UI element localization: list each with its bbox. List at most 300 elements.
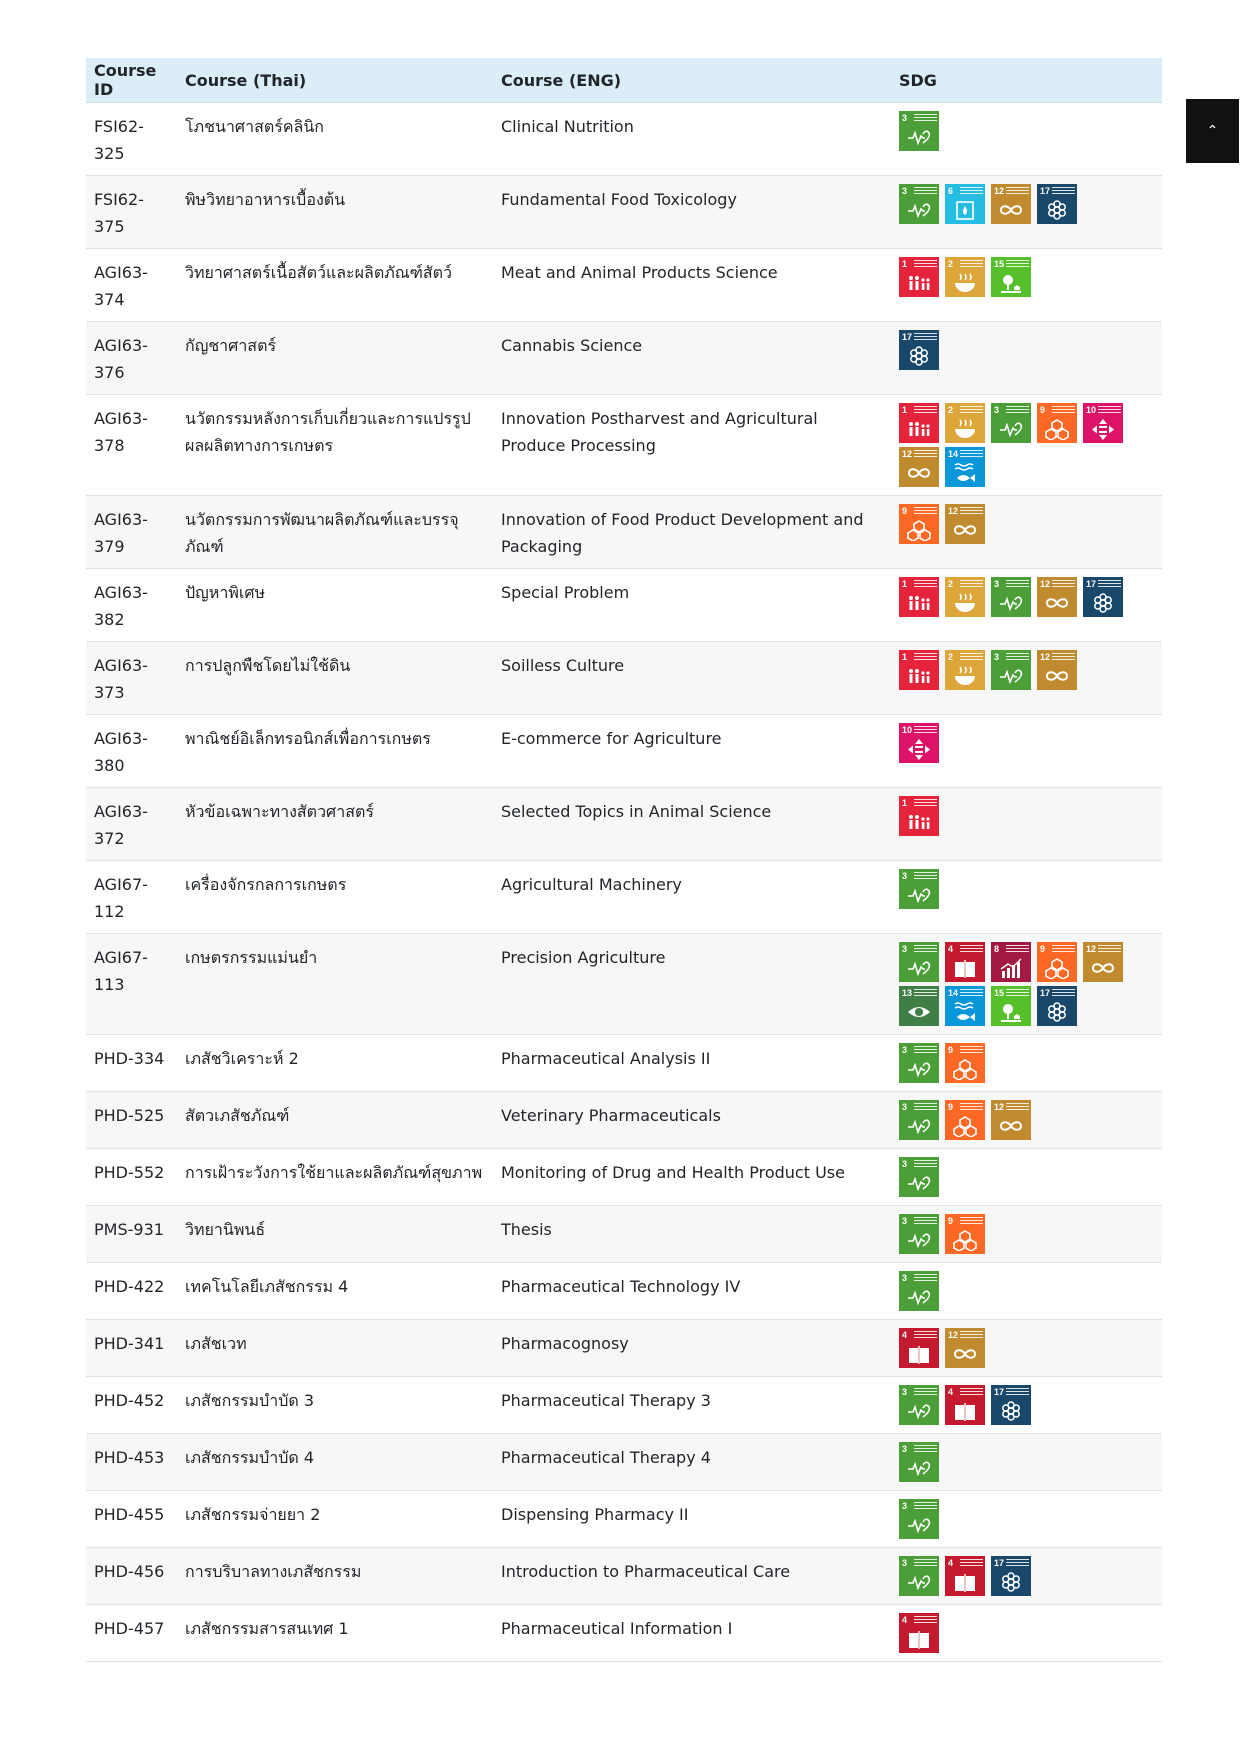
flower-icon bbox=[1045, 1001, 1069, 1023]
sdg-number: 1 bbox=[902, 579, 908, 589]
scroll-to-top-button[interactable] bbox=[1186, 99, 1239, 163]
sdg-3-icon[interactable] bbox=[899, 1157, 939, 1197]
growth-chart-icon bbox=[999, 957, 1023, 979]
course-id-cell: PHD-452 bbox=[86, 1377, 177, 1434]
sdg-number: 3 bbox=[902, 1273, 908, 1283]
infinity-icon bbox=[953, 519, 977, 541]
sdg-icon-list bbox=[899, 1043, 1131, 1087]
sdg-goal-label bbox=[960, 1331, 983, 1339]
header-course-thai: Course (Thai) bbox=[177, 58, 493, 103]
sdg-goal-label bbox=[914, 799, 937, 807]
course-eng-cell: Clinical Nutrition bbox=[493, 103, 891, 176]
sdg-number: 9 bbox=[902, 506, 908, 516]
sdg-goal-label bbox=[960, 260, 983, 268]
sdg-2-icon[interactable] bbox=[945, 403, 985, 443]
course-thai-cell: เภสัชกรรมบำบัด 3 bbox=[177, 1377, 493, 1434]
sdg-4-icon[interactable] bbox=[945, 1385, 985, 1425]
sdg-number: 13 bbox=[902, 988, 913, 998]
sdg-goal-label bbox=[914, 187, 937, 195]
sdg-goal-label bbox=[960, 1559, 983, 1567]
sdg-13-icon[interactable] bbox=[899, 986, 939, 1026]
table-row bbox=[86, 176, 1162, 249]
sdg-1-icon[interactable] bbox=[899, 577, 939, 617]
water-icon bbox=[953, 199, 977, 221]
sdg-3-icon[interactable] bbox=[991, 650, 1031, 690]
sdg-goal-label bbox=[960, 507, 983, 515]
course-eng-cell: Special Problem bbox=[493, 569, 891, 642]
cubes-icon bbox=[1045, 418, 1069, 440]
sdg-icon-list bbox=[899, 111, 1131, 155]
course-thai-cell: พิษวิทยาอาหารเบื้องต้น bbox=[177, 176, 493, 249]
course-thai-cell: นวัตกรรมหลังการเก็บเกี่ยวและการแปรรูปผลผลิตทางการเกษตร bbox=[177, 395, 493, 496]
sdg-4-icon[interactable] bbox=[899, 1613, 939, 1653]
sdg-17-icon[interactable] bbox=[899, 330, 939, 370]
sdg-cell bbox=[891, 395, 1162, 496]
sdg-14-icon[interactable] bbox=[945, 986, 985, 1026]
course-eng-cell: Precision Agriculture bbox=[493, 934, 891, 1035]
table-row bbox=[86, 249, 1162, 322]
sdg-cell bbox=[891, 322, 1162, 395]
sdg-number: 3 bbox=[902, 186, 908, 196]
sdg-number: 1 bbox=[902, 259, 908, 269]
heartbeat-icon bbox=[907, 1172, 931, 1194]
sdg-number: 2 bbox=[948, 652, 954, 662]
sdg-number: 9 bbox=[948, 1216, 954, 1226]
sdg-number: 3 bbox=[902, 1501, 908, 1511]
sdg-number: 8 bbox=[994, 944, 1000, 954]
equality-icon bbox=[1091, 418, 1115, 440]
table-row bbox=[86, 1206, 1162, 1263]
sdg-3-icon[interactable] bbox=[991, 403, 1031, 443]
book-icon bbox=[907, 1628, 931, 1650]
sdg-icon-list bbox=[899, 650, 1131, 694]
course-id-cell: AGI63-382 bbox=[86, 569, 177, 642]
sdg-goal-label bbox=[1006, 945, 1029, 953]
heartbeat-icon bbox=[907, 1115, 931, 1137]
sdg-3-icon[interactable] bbox=[899, 1499, 939, 1539]
sdg-3-icon[interactable] bbox=[899, 1043, 939, 1083]
sdg-goal-label bbox=[1098, 580, 1121, 588]
sdg-number: 3 bbox=[902, 1387, 908, 1397]
sdg-cell bbox=[891, 1035, 1162, 1092]
sdg-icon-list bbox=[899, 1100, 1131, 1144]
sdg-cell bbox=[891, 1320, 1162, 1377]
cubes-icon bbox=[907, 519, 931, 541]
sdg-12-icon[interactable] bbox=[945, 1328, 985, 1368]
course-thai-cell: พาณิชย์อิเล็กทรอนิกส์เพื่อการเกษตร bbox=[177, 715, 493, 788]
heartbeat-icon bbox=[907, 1400, 931, 1422]
infinity-icon bbox=[1045, 665, 1069, 687]
table-row bbox=[86, 1377, 1162, 1434]
course-thai-cell: เทคโนโลยีเภสัชกรรม 4 bbox=[177, 1263, 493, 1320]
sdg-number: 17 bbox=[1040, 988, 1051, 998]
sdg-cell bbox=[891, 861, 1162, 934]
sdg-3-icon[interactable] bbox=[899, 1556, 939, 1596]
table-row bbox=[86, 1092, 1162, 1149]
infinity-icon bbox=[999, 199, 1023, 221]
course-eng-cell: Pharmaceutical Therapy 4 bbox=[493, 1434, 891, 1491]
table-row bbox=[86, 103, 1162, 176]
sdg-number: 17 bbox=[994, 1558, 1005, 1568]
sdg-number: 12 bbox=[994, 1102, 1005, 1112]
sdg-number: 3 bbox=[994, 652, 1000, 662]
heartbeat-icon bbox=[907, 884, 931, 906]
sdg-cell bbox=[891, 1377, 1162, 1434]
table-row bbox=[86, 1548, 1162, 1605]
infinity-icon bbox=[907, 462, 931, 484]
table-row bbox=[86, 1035, 1162, 1092]
course-thai-cell: หัวข้อเฉพาะทางสัตวศาสตร์ bbox=[177, 788, 493, 861]
sdg-goal-label bbox=[914, 989, 937, 997]
sdg-15-icon[interactable] bbox=[991, 257, 1031, 297]
sdg-2-icon[interactable] bbox=[945, 650, 985, 690]
course-eng-cell: Selected Topics in Animal Science bbox=[493, 788, 891, 861]
sdg-goal-label bbox=[914, 1274, 937, 1282]
sdg-17-icon[interactable] bbox=[991, 1556, 1031, 1596]
sdg-number: 3 bbox=[902, 1558, 908, 1568]
header-row bbox=[86, 58, 1162, 103]
sdg-goal-label bbox=[1006, 989, 1029, 997]
sdg-goal-label bbox=[914, 1445, 937, 1453]
cubes-icon bbox=[1045, 957, 1069, 979]
sdg-3-icon[interactable] bbox=[899, 1385, 939, 1425]
course-id-cell: FSI62-325 bbox=[86, 103, 177, 176]
sdg-number: 3 bbox=[902, 1102, 908, 1112]
sdg-number: 3 bbox=[902, 1444, 908, 1454]
book-icon bbox=[953, 1571, 977, 1593]
sdg-icon-list bbox=[899, 1613, 1131, 1657]
sdg-goal-label bbox=[914, 1103, 937, 1111]
sdg-icon-list bbox=[899, 257, 1131, 301]
sdg-2-icon[interactable] bbox=[945, 257, 985, 297]
table-row bbox=[86, 1320, 1162, 1377]
sdg-12-icon[interactable] bbox=[945, 504, 985, 544]
course-thai-cell: ปัญหาพิเศษ bbox=[177, 569, 493, 642]
course-eng-cell: Innovation of Food Product Development and Packaging bbox=[493, 496, 891, 569]
sdg-cell bbox=[891, 642, 1162, 715]
course-thai-cell: เภสัชกรรมสารสนเทศ 1 bbox=[177, 1605, 493, 1662]
sdg-cell bbox=[891, 1491, 1162, 1548]
sdg-goal-label bbox=[1006, 653, 1029, 661]
sdg-goal-label bbox=[1006, 1559, 1029, 1567]
sdg-3-icon[interactable] bbox=[899, 184, 939, 224]
header-course-id: Course ID bbox=[86, 58, 177, 103]
table-row bbox=[86, 788, 1162, 861]
course-eng-cell: Pharmaceutical Therapy 3 bbox=[493, 1377, 891, 1434]
sdg-9-icon[interactable] bbox=[945, 1043, 985, 1083]
sdg-3-icon[interactable] bbox=[899, 1442, 939, 1482]
table-row bbox=[86, 1605, 1162, 1662]
sdg-number: 2 bbox=[948, 579, 954, 589]
sdg-cell bbox=[891, 934, 1162, 1035]
sdg-9-icon[interactable] bbox=[1037, 403, 1077, 443]
sdg-goal-label bbox=[914, 114, 937, 122]
sdg-3-icon[interactable] bbox=[899, 869, 939, 909]
sdg-goal-label bbox=[914, 945, 937, 953]
sdg-goal-label bbox=[914, 1160, 937, 1168]
table-body bbox=[86, 103, 1162, 1662]
sdg-cell bbox=[891, 1548, 1162, 1605]
sdg-12-icon[interactable] bbox=[1083, 942, 1123, 982]
sdg-icon-list bbox=[899, 1442, 1131, 1486]
table-row bbox=[86, 1149, 1162, 1206]
course-id-cell: AGI63-374 bbox=[86, 249, 177, 322]
fish-icon bbox=[953, 1001, 977, 1023]
sdg-2-icon[interactable] bbox=[945, 577, 985, 617]
family-icon bbox=[907, 811, 931, 833]
sdg-number: 4 bbox=[902, 1330, 908, 1340]
sdg-12-icon[interactable] bbox=[899, 447, 939, 487]
course-id-cell: PHD-334 bbox=[86, 1035, 177, 1092]
sdg-goal-label bbox=[960, 1217, 983, 1225]
sdg-number: 9 bbox=[1040, 405, 1046, 415]
sdg-17-icon[interactable] bbox=[991, 1385, 1031, 1425]
sdg-number: 2 bbox=[948, 259, 954, 269]
sdg-icon-list bbox=[899, 403, 1131, 491]
sdg-cell bbox=[891, 715, 1162, 788]
chevron-up-icon: ⌃ bbox=[1206, 123, 1219, 139]
sdg-number: 12 bbox=[948, 506, 959, 516]
sdg-number: 1 bbox=[902, 652, 908, 662]
sdg-cell bbox=[891, 1263, 1162, 1320]
sdg-10-icon[interactable] bbox=[1083, 403, 1123, 443]
sdg-number: 3 bbox=[902, 113, 908, 123]
sdg-number: 14 bbox=[948, 449, 959, 459]
sdg-goal-label bbox=[960, 1388, 983, 1396]
family-icon bbox=[907, 665, 931, 687]
table-row bbox=[86, 861, 1162, 934]
flower-icon bbox=[1045, 199, 1069, 221]
sdg-number: 6 bbox=[948, 186, 954, 196]
header-sdg: SDG bbox=[891, 58, 1162, 103]
sdg-number: 4 bbox=[902, 1615, 908, 1625]
sdg-goal-label bbox=[1006, 260, 1029, 268]
course-id-cell: PHD-341 bbox=[86, 1320, 177, 1377]
sdg-number: 4 bbox=[948, 1387, 954, 1397]
sdg-goal-label bbox=[914, 653, 937, 661]
heartbeat-icon bbox=[907, 957, 931, 979]
sdg-number: 10 bbox=[902, 725, 913, 735]
course-id-cell: AGI63-378 bbox=[86, 395, 177, 496]
sdg-number: 4 bbox=[948, 944, 954, 954]
sdg-goal-label bbox=[914, 726, 937, 734]
sdg-goal-label bbox=[960, 989, 983, 997]
sdg-goal-label bbox=[914, 1046, 937, 1054]
sdg-8-icon[interactable] bbox=[991, 942, 1031, 982]
heartbeat-icon bbox=[907, 1286, 931, 1308]
sdg-cell bbox=[891, 1092, 1162, 1149]
sdg-cell bbox=[891, 1605, 1162, 1662]
sdg-goal-label bbox=[1052, 653, 1075, 661]
sdg-number: 3 bbox=[902, 1045, 908, 1055]
heartbeat-icon bbox=[999, 665, 1023, 687]
course-thai-cell: เภสัชกรรมบำบัด 4 bbox=[177, 1434, 493, 1491]
tree-icon bbox=[999, 1001, 1023, 1023]
flower-icon bbox=[1091, 592, 1115, 614]
sdg-icon-list bbox=[899, 184, 1131, 228]
course-thai-cell: เครื่องจักรกลการเกษตร bbox=[177, 861, 493, 934]
sdg-icon-list bbox=[899, 796, 1131, 840]
sdg-goal-label bbox=[1006, 406, 1029, 414]
course-id-cell: AGI63-380 bbox=[86, 715, 177, 788]
sdg-3-icon[interactable] bbox=[899, 1271, 939, 1311]
course-eng-cell: Meat and Animal Products Science bbox=[493, 249, 891, 322]
sdg-goal-label bbox=[1052, 945, 1075, 953]
sdg-9-icon[interactable] bbox=[1037, 942, 1077, 982]
sdg-number: 1 bbox=[902, 405, 908, 415]
flower-icon bbox=[999, 1400, 1023, 1422]
course-id-cell: PHD-457 bbox=[86, 1605, 177, 1662]
sdg-icon-list bbox=[899, 723, 1131, 767]
sdg-icon-list bbox=[899, 1499, 1131, 1543]
infinity-icon bbox=[1091, 957, 1115, 979]
sdg-1-icon[interactable] bbox=[899, 796, 939, 836]
book-icon bbox=[953, 957, 977, 979]
course-id-cell: AGI67-113 bbox=[86, 934, 177, 1035]
table-row bbox=[86, 569, 1162, 642]
course-eng-cell: Agricultural Machinery bbox=[493, 861, 891, 934]
course-id-cell: AGI63-379 bbox=[86, 496, 177, 569]
heartbeat-icon bbox=[907, 126, 931, 148]
sdg-9-icon[interactable] bbox=[945, 1100, 985, 1140]
sdg-goal-label bbox=[914, 1217, 937, 1225]
sdg-icon-list bbox=[899, 1385, 1131, 1429]
sdg-icon-list bbox=[899, 1328, 1131, 1372]
sdg-1-icon[interactable] bbox=[899, 257, 939, 297]
sdg-3-icon[interactable] bbox=[899, 111, 939, 151]
course-sdg-table bbox=[86, 58, 1162, 1662]
flower-icon bbox=[999, 1571, 1023, 1593]
table-row bbox=[86, 496, 1162, 569]
sdg-goal-label bbox=[960, 653, 983, 661]
sdg-9-icon[interactable] bbox=[945, 1214, 985, 1254]
sdg-17-icon[interactable] bbox=[1037, 184, 1077, 224]
sdg-number: 4 bbox=[948, 1558, 954, 1568]
course-thai-cell: กัญชาศาสตร์ bbox=[177, 322, 493, 395]
sdg-goal-label bbox=[914, 406, 937, 414]
header-course-eng: Course (ENG) bbox=[493, 58, 891, 103]
course-thai-cell: วิทยานิพนธ์ bbox=[177, 1206, 493, 1263]
course-id-cell: AGI63-373 bbox=[86, 642, 177, 715]
sdg-3-icon[interactable] bbox=[899, 1214, 939, 1254]
sdg-number: 17 bbox=[1040, 186, 1051, 196]
sdg-goal-label bbox=[914, 1502, 937, 1510]
sdg-number: 3 bbox=[902, 1216, 908, 1226]
sdg-15-icon[interactable] bbox=[991, 986, 1031, 1026]
sdg-goal-label bbox=[1098, 945, 1121, 953]
sdg-4-icon[interactable] bbox=[899, 1328, 939, 1368]
sdg-17-icon[interactable] bbox=[1037, 986, 1077, 1026]
course-eng-cell: Innovation Postharvest and Agricultural Produce Processing bbox=[493, 395, 891, 496]
sdg-number: 9 bbox=[948, 1102, 954, 1112]
sdg-goal-label bbox=[960, 187, 983, 195]
course-eng-cell: Pharmacognosy bbox=[493, 1320, 891, 1377]
sdg-number: 15 bbox=[994, 988, 1005, 998]
sdg-goal-label bbox=[914, 1331, 937, 1339]
course-thai-cell: นวัตกรรมการพัฒนาผลิตภัณฑ์และบรรจุภัณฑ์ bbox=[177, 496, 493, 569]
course-thai-cell: เภสัชเวท bbox=[177, 1320, 493, 1377]
sdg-icon-list bbox=[899, 1271, 1131, 1315]
bowl-icon bbox=[953, 665, 977, 687]
infinity-icon bbox=[953, 1343, 977, 1365]
course-thai-cell: การบริบาลทางเภสัชกรรม bbox=[177, 1548, 493, 1605]
sdg-14-icon[interactable] bbox=[945, 447, 985, 487]
table-row bbox=[86, 1263, 1162, 1320]
sdg-3-icon[interactable] bbox=[899, 942, 939, 982]
book-icon bbox=[907, 1343, 931, 1365]
eye-globe-icon bbox=[907, 1001, 931, 1023]
course-eng-cell: Introduction to Pharmaceutical Care bbox=[493, 1548, 891, 1605]
cubes-icon bbox=[953, 1058, 977, 1080]
sdg-icon-list bbox=[899, 869, 1131, 913]
course-eng-cell: Cannabis Science bbox=[493, 322, 891, 395]
sdg-6-icon[interactable] bbox=[945, 184, 985, 224]
sdg-4-icon[interactable] bbox=[945, 1556, 985, 1596]
course-eng-cell: E-commerce for Agriculture bbox=[493, 715, 891, 788]
heartbeat-icon bbox=[907, 1229, 931, 1251]
sdg-10-icon[interactable] bbox=[899, 723, 939, 763]
sdg-9-icon[interactable] bbox=[899, 504, 939, 544]
family-icon bbox=[907, 272, 931, 294]
sdg-goal-label bbox=[914, 333, 937, 341]
course-eng-cell: Pharmaceutical Analysis II bbox=[493, 1035, 891, 1092]
course-eng-cell: Soilless Culture bbox=[493, 642, 891, 715]
sdg-icon-list bbox=[899, 1214, 1131, 1258]
sdg-goal-label bbox=[914, 1559, 937, 1567]
sdg-1-icon[interactable] bbox=[899, 403, 939, 443]
sdg-number: 14 bbox=[948, 988, 959, 998]
sdg-icon-list bbox=[899, 577, 1131, 621]
sdg-17-icon[interactable] bbox=[1083, 577, 1123, 617]
sdg-icon-list bbox=[899, 504, 1131, 548]
course-id-cell: PMS-931 bbox=[86, 1206, 177, 1263]
table-row bbox=[86, 395, 1162, 496]
sdg-number: 12 bbox=[1040, 652, 1051, 662]
sdg-number: 12 bbox=[994, 186, 1005, 196]
course-eng-cell: Pharmaceutical Technology IV bbox=[493, 1263, 891, 1320]
table-row bbox=[86, 715, 1162, 788]
sdg-number: 17 bbox=[902, 332, 913, 342]
fish-icon bbox=[953, 462, 977, 484]
heartbeat-icon bbox=[907, 1514, 931, 1536]
sdg-icon-list bbox=[899, 1556, 1131, 1600]
infinity-icon bbox=[1045, 592, 1069, 614]
sdg-12-icon[interactable] bbox=[991, 184, 1031, 224]
sdg-goal-label bbox=[914, 1616, 937, 1624]
family-icon bbox=[907, 418, 931, 440]
sdg-12-icon[interactable] bbox=[991, 1100, 1031, 1140]
sdg-goal-label bbox=[960, 945, 983, 953]
course-id-cell: PHD-455 bbox=[86, 1491, 177, 1548]
sdg-number: 17 bbox=[1086, 579, 1097, 589]
table-row bbox=[86, 934, 1162, 1035]
heartbeat-icon bbox=[999, 418, 1023, 440]
sdg-goal-label bbox=[1006, 1103, 1029, 1111]
sdg-12-icon[interactable] bbox=[1037, 650, 1077, 690]
sdg-3-icon[interactable] bbox=[899, 1100, 939, 1140]
sdg-goal-label bbox=[914, 872, 937, 880]
sdg-4-icon[interactable] bbox=[945, 942, 985, 982]
sdg-number: 12 bbox=[1086, 944, 1097, 954]
sdg-number: 3 bbox=[994, 579, 1000, 589]
course-thai-cell: การปลูกพืชโดยไม่ใช้ดิน bbox=[177, 642, 493, 715]
sdg-1-icon[interactable] bbox=[899, 650, 939, 690]
infinity-icon bbox=[999, 1115, 1023, 1137]
sdg-number: 12 bbox=[1040, 579, 1051, 589]
sdg-12-icon[interactable] bbox=[1037, 577, 1077, 617]
sdg-3-icon[interactable] bbox=[991, 577, 1031, 617]
course-eng-cell: Veterinary Pharmaceuticals bbox=[493, 1092, 891, 1149]
